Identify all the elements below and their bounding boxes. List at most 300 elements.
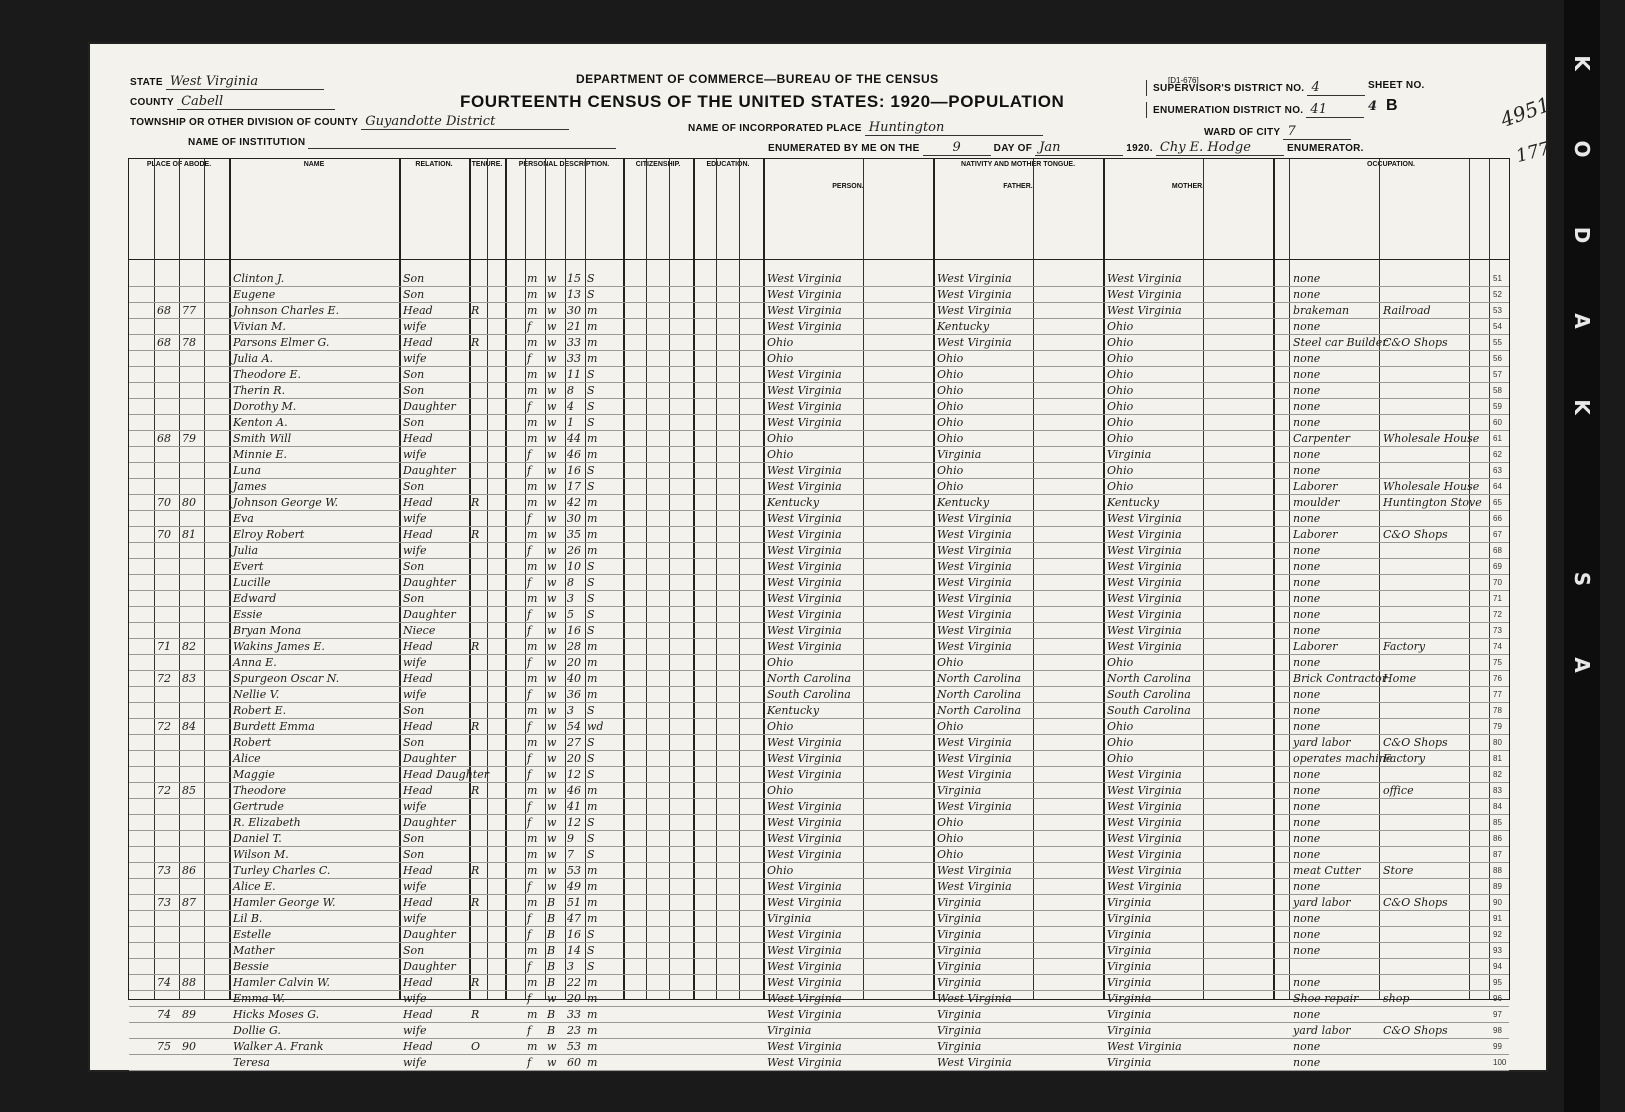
table-row: [129, 831, 1509, 847]
cell-age: 33: [567, 336, 581, 349]
cell-age: 26: [567, 544, 581, 557]
table-row: [129, 719, 1509, 735]
cell-age: 54: [567, 720, 581, 733]
cell-mar: m: [587, 496, 598, 509]
cell-birth: Ohio: [767, 720, 794, 733]
cell-dw: [157, 1023, 179, 1038]
cell-birth: West Virginia: [767, 368, 842, 381]
cell-name: Eugene: [233, 288, 276, 301]
cell-mar: S: [587, 960, 595, 973]
cell-occ: yard labor: [1293, 1024, 1351, 1037]
cell-fbirth: North Carolina: [937, 704, 1022, 717]
cell-fam: [182, 687, 204, 702]
line-number: 65: [1493, 498, 1502, 507]
line-number: 96: [1493, 994, 1502, 1003]
cell-name: Bryan Mona: [233, 624, 302, 637]
cell-occ: none: [1293, 384, 1321, 397]
cell-mar: m: [587, 352, 598, 365]
cell-mbirth: Ohio: [1107, 400, 1134, 413]
table-row: [129, 479, 1509, 495]
cell-mar: S: [587, 288, 595, 301]
cell-ind: [1383, 959, 1469, 974]
supervisor-line: [1146, 80, 1365, 96]
cell-rel: Son: [403, 368, 425, 381]
cell-fam: 79: [182, 432, 196, 445]
cell-birth: West Virginia: [767, 464, 842, 477]
table-row: [129, 735, 1509, 751]
cell-rel: Son: [403, 832, 425, 845]
cell-name: Robert: [233, 736, 272, 749]
cell-rel: Head: [403, 304, 433, 317]
cell-mbirth: West Virginia: [1107, 592, 1182, 605]
cell-dw: [157, 1055, 179, 1070]
cell-own: [471, 399, 487, 414]
cell-rel: Son: [403, 592, 425, 605]
cell-sex: m: [527, 368, 538, 381]
cell-fam: 77: [182, 304, 196, 317]
cell-own: [471, 367, 487, 382]
cell-occ: none: [1293, 320, 1321, 333]
subgroup-father: FATHER.: [1003, 183, 1033, 190]
cell-race: w: [547, 752, 557, 765]
line-number: 70: [1493, 578, 1502, 587]
line-number: 98: [1493, 1026, 1502, 1035]
table-row: [129, 959, 1509, 975]
cell-occ: none: [1293, 848, 1321, 861]
cell-fbirth: Virginia: [937, 944, 982, 957]
cell-race: w: [547, 688, 557, 701]
cell-rel: Son: [403, 288, 425, 301]
table-row: [129, 447, 1509, 463]
cell-ind: [1383, 575, 1469, 590]
line-number: 89: [1493, 882, 1502, 891]
cell-mbirth: West Virginia: [1107, 512, 1182, 525]
cell-fam: [182, 383, 204, 398]
cell-ind: [1383, 799, 1469, 814]
cell-occ: none: [1293, 352, 1321, 365]
cell-sex: m: [527, 592, 538, 605]
cell-occ: none: [1293, 1056, 1321, 1069]
cell-mar: S: [587, 736, 595, 749]
cell-mar: m: [587, 320, 598, 333]
line-number: 97: [1493, 1010, 1502, 1019]
cell-birth: West Virginia: [767, 800, 842, 813]
cell-mbirth: West Virginia: [1107, 800, 1182, 813]
cell-fbirth: North Carolina: [937, 688, 1022, 701]
cell-birth: West Virginia: [767, 1040, 842, 1053]
cell-birth: West Virginia: [767, 480, 842, 493]
cell-mar: m: [587, 896, 598, 909]
cell-own: [471, 687, 487, 702]
cell-rel: Son: [403, 560, 425, 573]
line-number: 100: [1493, 1058, 1507, 1067]
cell-race: w: [547, 512, 557, 525]
cell-ind: [1383, 351, 1469, 366]
cell-age: 42: [567, 496, 581, 509]
cell-race: w: [547, 736, 557, 749]
table-row: [129, 367, 1509, 383]
cell-fbirth: Virginia: [937, 784, 982, 797]
cell-fbirth: Ohio: [937, 400, 964, 413]
cell-fbirth: Virginia: [937, 928, 982, 941]
cell-occ: none: [1293, 928, 1321, 941]
cell-fam: [182, 847, 204, 862]
line-number: 82: [1493, 770, 1502, 779]
cell-fam: [182, 367, 204, 382]
table-row: [129, 639, 1509, 655]
cell-mar: S: [587, 400, 595, 413]
cell-dw: [157, 959, 179, 974]
cell-mar: m: [587, 448, 598, 461]
cell-race: w: [547, 336, 557, 349]
cell-age: 16: [567, 624, 581, 637]
cell-occ: Laborer: [1293, 528, 1338, 541]
table-row: [129, 975, 1509, 991]
group-name: NAME: [303, 161, 325, 168]
cell-rel: Head: [403, 720, 433, 733]
line-number: 93: [1493, 946, 1502, 955]
group-nativity: NATIVITY AND MOTHER TONGUE.: [960, 161, 1076, 168]
cell-birth: South Carolina: [767, 688, 851, 701]
cell-mar: S: [587, 464, 595, 477]
cell-fam: [182, 1055, 204, 1070]
cell-name: Johnson Charles E.: [233, 304, 340, 317]
cell-rel: wife: [403, 512, 427, 525]
cell-mbirth: Ohio: [1107, 352, 1134, 365]
cell-fam: [182, 463, 204, 478]
cell-race: w: [547, 288, 557, 301]
table-row: [129, 895, 1509, 911]
cell-race: w: [547, 464, 557, 477]
cell-ind: Home: [1383, 672, 1417, 685]
cell-mbirth: Ohio: [1107, 368, 1134, 381]
cell-age: 8: [567, 576, 574, 589]
cell-race: w: [547, 528, 557, 541]
cell-own: [471, 655, 487, 670]
cell-fam: [182, 287, 204, 302]
table-row: [129, 863, 1509, 879]
enumerator-label: ENUMERATOR.: [1286, 143, 1364, 154]
cell-dw: [157, 687, 179, 702]
line-number: 74: [1493, 642, 1502, 651]
cell-mbirth: Ohio: [1107, 736, 1134, 749]
cell-mar: wd: [587, 720, 604, 733]
sheet-box: [1368, 80, 1425, 115]
cell-race: B: [547, 1024, 556, 1037]
table-row: [129, 655, 1509, 671]
cell-name: Anna E.: [233, 656, 277, 669]
cell-fbirth: Ohio: [937, 432, 964, 445]
cell-sex: m: [527, 480, 538, 493]
cell-birth: West Virginia: [767, 928, 842, 941]
cell-own: [471, 591, 487, 606]
cell-ind: [1383, 367, 1469, 382]
cell-mar: m: [587, 544, 598, 557]
cell-sex: f: [527, 320, 532, 333]
cell-ind: Huntington Stove: [1383, 496, 1482, 509]
year-value: 1920.: [1126, 143, 1153, 154]
cell-own: R: [471, 528, 480, 541]
cell-occ: none: [1293, 464, 1321, 477]
cell-fam: 84: [182, 720, 196, 733]
line-number: 75: [1493, 658, 1502, 667]
cell-race: w: [547, 656, 557, 669]
cell-sex: m: [527, 976, 538, 989]
cell-fbirth: West Virginia: [937, 272, 1012, 285]
cell-ind: C&O Shops: [1383, 896, 1448, 909]
cell-mbirth: West Virginia: [1107, 640, 1182, 653]
group-personal: PERSONAL DESCRIPTION.: [518, 161, 610, 168]
cell-own: R: [471, 784, 480, 797]
cell-birth: West Virginia: [767, 1008, 842, 1021]
cell-ind: office: [1383, 784, 1414, 797]
cell-rel: wife: [403, 352, 427, 365]
cell-birth: West Virginia: [767, 944, 842, 957]
cell-name: Hicks Moses G.: [233, 1008, 320, 1021]
margin-note-top: 4951: [1497, 92, 1554, 132]
cell-ind: [1383, 1039, 1469, 1054]
cell-fam: 80: [182, 496, 196, 509]
table-row: [129, 383, 1509, 399]
cell-own: [471, 879, 487, 894]
cell-own: R: [471, 864, 480, 877]
cell-race: w: [547, 496, 557, 509]
cell-name: Hamler Calvin W.: [233, 976, 331, 989]
line-number: 85: [1493, 818, 1502, 827]
cell-ind: Factory: [1383, 752, 1426, 765]
table-row: [129, 607, 1509, 623]
line-number: 72: [1493, 610, 1502, 619]
cell-age: 33: [567, 1008, 581, 1021]
cell-sex: f: [527, 752, 532, 765]
cell-dw: [157, 479, 179, 494]
line-number: 80: [1493, 738, 1502, 747]
table-row: [129, 1039, 1509, 1055]
cell-own: [471, 735, 487, 750]
cell-name: Wilson M.: [233, 848, 289, 861]
cell-rel: wife: [403, 544, 427, 557]
cell-rel: Head: [403, 1040, 433, 1053]
cell-age: 3: [567, 592, 574, 605]
cell-mbirth: Virginia: [1107, 960, 1152, 973]
cell-sex: m: [527, 288, 538, 301]
cell-age: 13: [567, 288, 581, 301]
cell-age: 12: [567, 768, 581, 781]
cell-ind: [1383, 607, 1469, 622]
table-row: [129, 751, 1509, 767]
cell-fbirth: Kentucky: [937, 320, 990, 333]
cell-mar: m: [587, 976, 598, 989]
cell-dw: [157, 879, 179, 894]
incorporated-value: Huntington: [865, 120, 1043, 136]
cell-age: 30: [567, 304, 581, 317]
month-value: Jan: [1035, 140, 1123, 156]
cell-birth: West Virginia: [767, 400, 842, 413]
cell-fbirth: Ohio: [937, 352, 964, 365]
cell-age: 3: [567, 704, 574, 717]
cell-rel: Daughter: [403, 960, 456, 973]
cell-sex: m: [527, 1008, 538, 1021]
line-number: 58: [1493, 386, 1502, 395]
cell-mar: m: [587, 672, 598, 685]
cell-birth: West Virginia: [767, 592, 842, 605]
institution-label: NAME OF INSTITUTION: [188, 137, 306, 148]
cell-dw: [157, 575, 179, 590]
cell-rel: Son: [403, 944, 425, 957]
cell-fam: 87: [182, 896, 196, 909]
cell-ind: [1383, 383, 1469, 398]
line-number: 53: [1493, 306, 1502, 315]
cell-fbirth: West Virginia: [937, 576, 1012, 589]
line-number: 77: [1493, 690, 1502, 699]
cell-sex: m: [527, 736, 538, 749]
cell-name: Walker A. Frank: [233, 1040, 324, 1053]
cell-dw: 70: [157, 496, 171, 509]
cell-dw: [157, 559, 179, 574]
cell-fbirth: West Virginia: [937, 800, 1012, 813]
cell-race: w: [547, 400, 557, 413]
cell-fam: 82: [182, 640, 196, 653]
cell-dw: 73: [157, 864, 171, 877]
cell-occ: Steel car Builder: [1293, 336, 1388, 349]
cell-name: Gertrude: [233, 800, 284, 813]
cell-ind: [1383, 767, 1469, 782]
cell-fbirth: West Virginia: [937, 512, 1012, 525]
table-row: [129, 991, 1509, 1007]
cell-rel: Head: [403, 640, 433, 653]
cell-age: 53: [567, 1040, 581, 1053]
cell-occ: Brick Contractor: [1293, 672, 1388, 685]
cell-age: 40: [567, 672, 581, 685]
cell-dw: [157, 287, 179, 302]
cell-ind: [1383, 399, 1469, 414]
table-row: [129, 911, 1509, 927]
cell-fbirth: West Virginia: [937, 592, 1012, 605]
cell-occ: none: [1293, 880, 1321, 893]
cell-fam: [182, 991, 204, 1006]
cell-fbirth: West Virginia: [937, 304, 1012, 317]
cell-mbirth: Virginia: [1107, 1008, 1152, 1021]
cell-age: 3: [567, 960, 574, 973]
cell-occ: yard labor: [1293, 896, 1351, 909]
cell-occ: none: [1293, 448, 1321, 461]
enumerated-line: [768, 140, 1364, 156]
cell-race: w: [547, 880, 557, 893]
cell-name: Evert: [233, 560, 264, 573]
cell-ind: [1383, 719, 1469, 734]
cell-own: [471, 543, 487, 558]
cell-age: 5: [567, 608, 574, 621]
cell-sex: f: [527, 912, 532, 925]
cell-own: [471, 799, 487, 814]
township-line: [130, 114, 569, 130]
cell-race: w: [547, 432, 557, 445]
cell-rel: Son: [403, 480, 425, 493]
sheet-side-value: B: [1385, 97, 1398, 114]
column-header-band: [129, 159, 1509, 260]
cell-rel: wife: [403, 1024, 427, 1037]
cell-mar: S: [587, 848, 595, 861]
line-number: 94: [1493, 962, 1502, 971]
line-number: 66: [1493, 514, 1502, 523]
cell-dw: [157, 751, 179, 766]
cell-occ: none: [1293, 288, 1321, 301]
cell-sex: m: [527, 304, 538, 317]
cell-fbirth: West Virginia: [937, 336, 1012, 349]
cell-race: w: [547, 272, 557, 285]
day-label: DAY OF: [993, 143, 1033, 154]
cell-mbirth: Ohio: [1107, 464, 1134, 477]
line-number: 67: [1493, 530, 1502, 539]
cell-race: w: [547, 560, 557, 573]
sheet-no-value: 4: [1368, 99, 1378, 114]
cell-ind: C&O Shops: [1383, 736, 1448, 749]
cell-mbirth: Virginia: [1107, 976, 1152, 989]
supervisor-value: 4: [1307, 80, 1365, 96]
cell-rel: Niece: [403, 624, 436, 637]
cell-birth: West Virginia: [767, 528, 842, 541]
cell-mar: m: [587, 992, 598, 1005]
cell-ind: [1383, 879, 1469, 894]
cell-mbirth: West Virginia: [1107, 576, 1182, 589]
cell-own: [471, 415, 487, 430]
group-relation: RELATION.: [415, 161, 453, 168]
state-line: [130, 74, 324, 90]
cell-mbirth: North Carolina: [1107, 672, 1192, 685]
cell-occ: moulder: [1293, 496, 1340, 509]
cell-name: Hamler George W.: [233, 896, 336, 909]
line-number: 63: [1493, 466, 1502, 475]
cell-fbirth: West Virginia: [937, 560, 1012, 573]
cell-fbirth: West Virginia: [937, 624, 1012, 637]
cell-sex: f: [527, 992, 532, 1005]
cell-birth: West Virginia: [767, 752, 842, 765]
cell-mbirth: Ohio: [1107, 752, 1134, 765]
cell-own: [471, 815, 487, 830]
cell-mar: m: [587, 1008, 598, 1021]
state-label: STATE: [130, 77, 163, 88]
cell-name: Robert E.: [233, 704, 287, 717]
cell-mar: m: [587, 528, 598, 541]
cell-mbirth: Virginia: [1107, 928, 1152, 941]
cell-fam: [182, 607, 204, 622]
line-number: 83: [1493, 786, 1502, 795]
cell-own: R: [471, 336, 480, 349]
cell-race: w: [547, 624, 557, 637]
cell-name: Julia: [233, 544, 259, 557]
cell-birth: Virginia: [767, 912, 812, 925]
table-row: [129, 943, 1509, 959]
cell-name: Alice E.: [233, 880, 276, 893]
cell-age: 21: [567, 320, 581, 333]
cell-sex: f: [527, 768, 532, 781]
cell-sex: f: [527, 352, 532, 365]
cell-occ: none: [1293, 784, 1321, 797]
cell-sex: f: [527, 800, 532, 813]
cell-ind: [1383, 703, 1469, 718]
cell-dw: [157, 831, 179, 846]
cell-mar: S: [587, 704, 595, 717]
cell-dw: 74: [157, 1008, 171, 1021]
line-number: 92: [1493, 930, 1502, 939]
line-number: 95: [1493, 978, 1502, 987]
cell-birth: West Virginia: [767, 976, 842, 989]
cell-rel: wife: [403, 448, 427, 461]
cell-dw: 68: [157, 304, 171, 317]
cell-name: Wakins James E.: [233, 640, 325, 653]
cell-fbirth: West Virginia: [937, 992, 1012, 1005]
cell-occ: Shoe repair: [1293, 992, 1359, 1005]
